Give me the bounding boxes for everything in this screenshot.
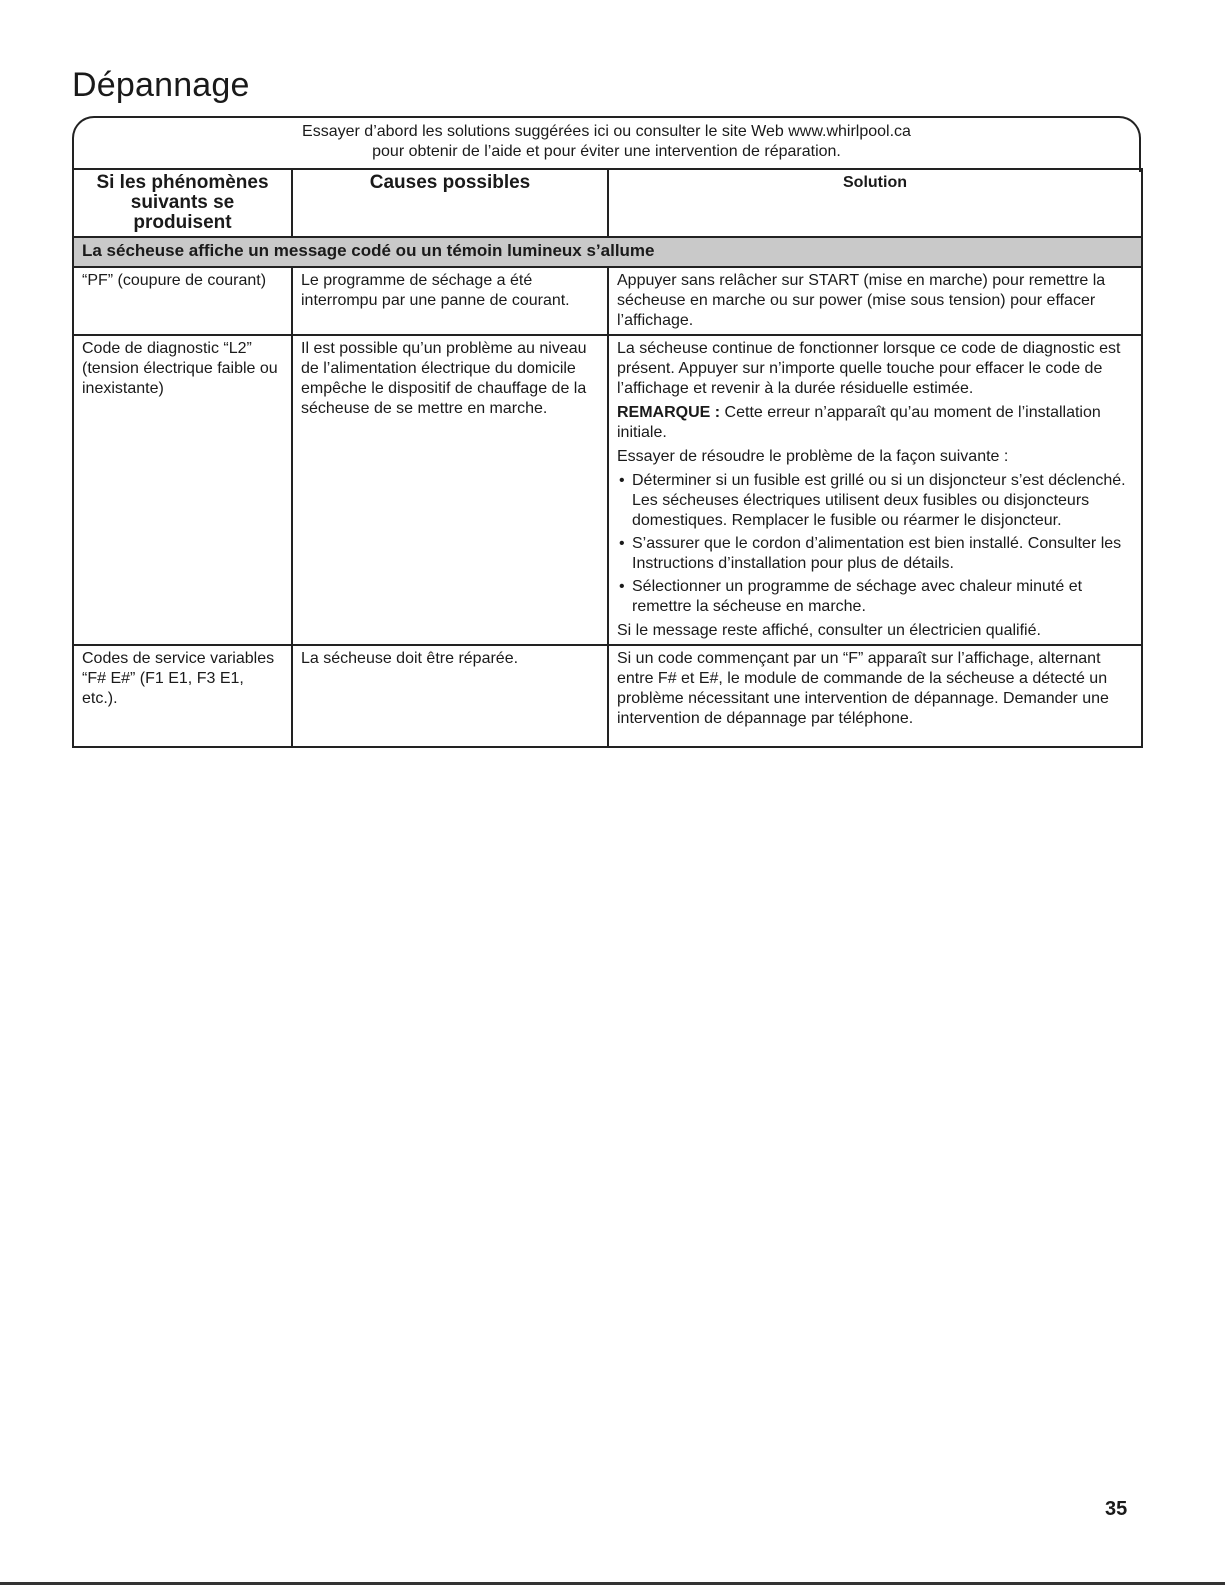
page-number: 35 — [1105, 1498, 1128, 1520]
solution-paragraph: La sécheuse continue de fonctionner lorsque ce code de diagnostic est présent. Appuyer sur n’importe quelle touche pour effacer le code de l’affichage et revenir à la durée résiduelle estimée. — [617, 340, 1121, 397]
solution-bullet-list — [617, 471, 1133, 617]
list-item: • Déterminer si un fusible est grillé ou si un disjoncteur s’est déclenché. Les sécheuses électriques utilisent deux fusibles ou disjoncteurs domestiques. Remplacer le fusible ou réarmer le disjoncteur. — [617, 471, 1133, 531]
header-symptoms: Si les phénomènes suivants se produisent — [73, 169, 292, 237]
note-paragraph — [617, 403, 1133, 443]
solution-cell: Si un code commençant par un “F” apparaît sur l’affichage, alternant entre F# et E#, le module de commande de la sécheuse a détecté un problème nécessitant une intervention de dépannage. Demander une intervention de dépannage par téléphone. — [608, 645, 1142, 747]
symptom-cell: “PF” (coupure de courant) — [73, 267, 292, 335]
header-solution: Solution — [608, 169, 1142, 237]
cause-cell: La sécheuse doit être réparée. — [292, 645, 608, 747]
note-text: Cette erreur n’apparaît qu’au moment de l’installation initiale. — [617, 404, 1101, 441]
intro-line-2: pour obtenir de l’aide et pour éviter une intervention de réparation. — [372, 143, 841, 160]
page-title: Dépannage — [72, 66, 250, 104]
solution-cell: Appuyer sans relâcher sur START (mise en marche) pour remettre la sécheuse en marche ou sur power (mise sous tension) pour effacer l’affichage. — [608, 267, 1142, 335]
troubleshooting-table — [72, 168, 1143, 748]
section-band-row — [73, 237, 1142, 267]
symptom-cell: Codes de service variables “F# E#” (F1 E1, F3 E1, etc.). — [73, 645, 292, 747]
solution-paragraph: Essayer de résoudre le problème de la façon suivante : — [617, 448, 1009, 465]
table-row — [73, 645, 1142, 747]
solution-cell — [608, 335, 1142, 645]
cause-cell: Le programme de séchage a été interrompu par une panne de courant. — [292, 267, 608, 335]
cause-cell: Il est possible qu’un problème au niveau de l’alimentation électrique du domicile empêche le dispositif de chauffage de la sécheuse de se mettre en marche. — [292, 335, 608, 645]
section-band: La sécheuse affiche un message codé ou un témoin lumineux s’allume — [73, 237, 1142, 267]
intro-text — [72, 122, 1141, 162]
list-item: • S’assurer que le cordon d’alimentation est bien installé. Consulter les Instructions d’installation pour plus de détails. — [617, 534, 1133, 574]
list-item: • Sélectionner un programme de séchage avec chaleur minuté et remettre la sécheuse en marche. — [617, 577, 1133, 617]
table-row — [73, 335, 1142, 645]
note-label: REMARQUE : — [617, 404, 721, 421]
table-header-row — [73, 169, 1142, 237]
table-row — [73, 267, 1142, 335]
intro-line-1: Essayer d’abord les solutions suggérées ici ou consulter le site Web www.whirlpool.ca — [302, 123, 911, 140]
header-causes: Causes possibles — [292, 169, 608, 237]
symptom-cell: Code de diagnostic “L2” (tension électrique faible ou inexistante) — [73, 335, 292, 645]
solution-paragraph: Si le message reste affiché, consulter un électricien qualifié. — [617, 622, 1041, 639]
